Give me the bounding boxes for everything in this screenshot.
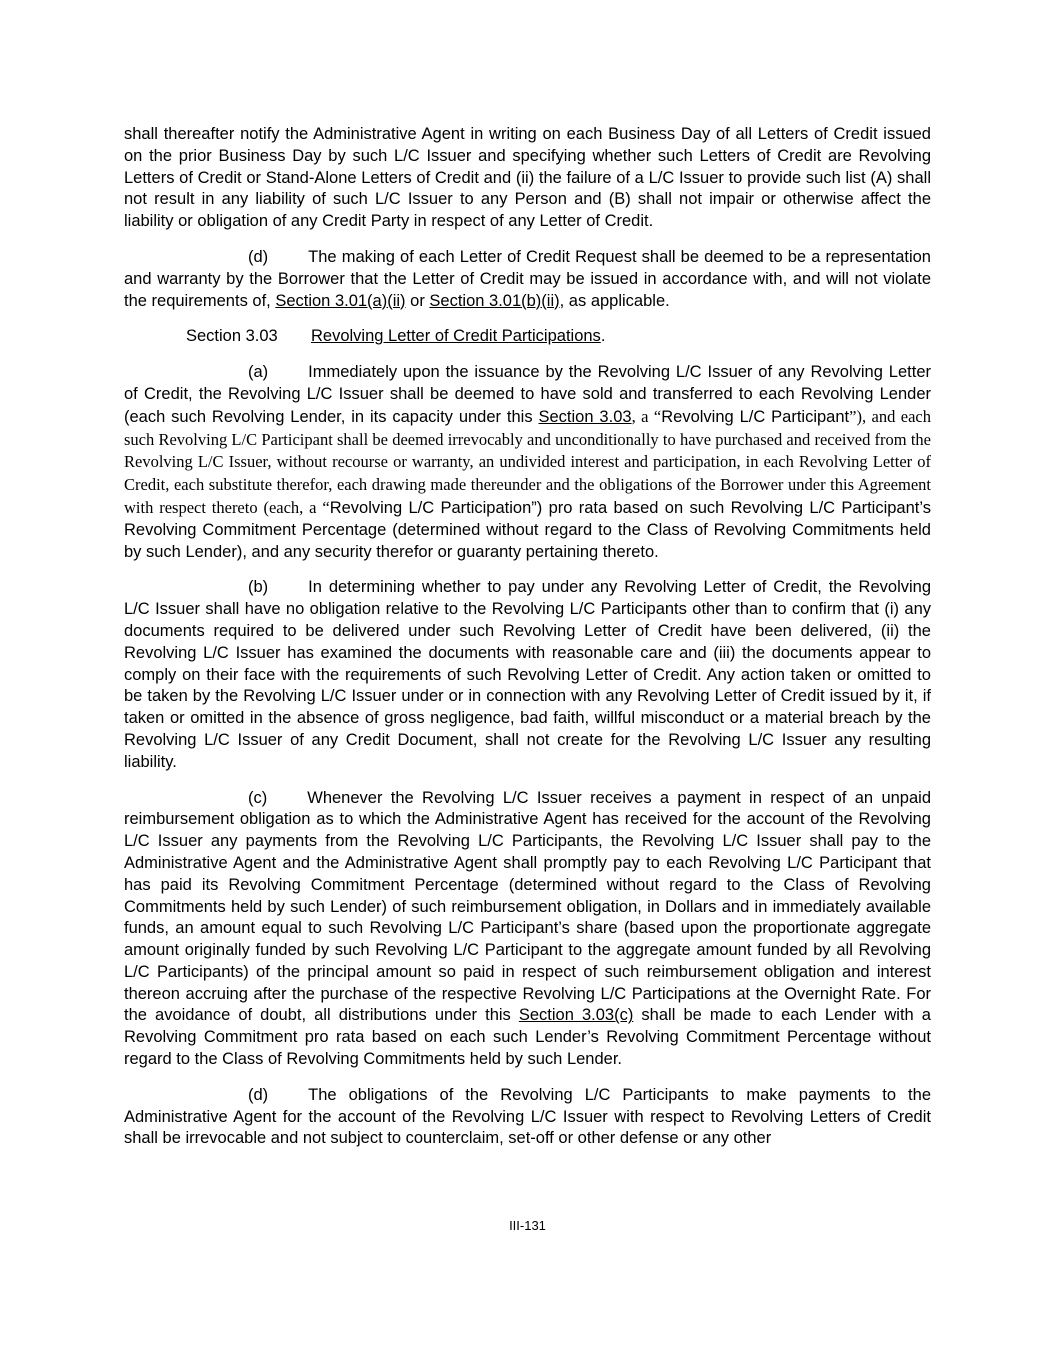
section-title: Revolving Letter of Credit Participations xyxy=(311,327,601,346)
section-title-period: . xyxy=(600,327,606,346)
section-heading xyxy=(124,326,931,348)
defined-term: Revolving L/C Participant xyxy=(661,407,850,426)
paragraph-text: In determining whether to pay under any Revolving Letter of Credit, the Revolving L/C Issuer shall have no obligation relative to the Revolving L/C Participants other than to confirm that (i) any documents required to be delivered under such Revolving Letter of Credit have been delivered, (ii) the Revolving L/C Issuer has examined the documents with reasonable care and (iii) the documents appear to comply on their face with the requirements of such Revolving Letter of Credit. Any action taken or omitted to be taken by the Revolving L/C Issuer under or in connection with any Revolving Letter of Credit issued by it, if taken or omitted in the absence of gross negligence, bad faith, willful misconduct or a material breach by the Revolving L/C Issuer of any Credit Document, shall not create for the Revolving L/C Issuer any resulting liability. xyxy=(124,578,931,771)
paragraph-b-determining-payment xyxy=(124,577,931,773)
paragraph-d-participant-obligations xyxy=(124,1085,931,1150)
defined-term: Revolving L/C Participation xyxy=(329,498,532,517)
paragraph-c-payment-distribution xyxy=(124,788,931,1071)
section-number: Section 3.03 xyxy=(186,327,278,346)
paragraph-text: Immediately upon the issuance by the Revolving L/C Issuer of any Revolving Letter of Credit, the Revolving L/C Issuer shall be deemed to have sold and transferred to each Revolving Lender (each such Revolving Lender, in its capacity under this xyxy=(124,363,931,426)
paragraph-intro-text: shall thereafter notify the Administrative Agent in writing on each Business Day of all Letters of Credit issued on the prior Business Day by such L/C Issuer and specifying whether such Letters of Credit are Revolving Letters of Credit or Stand-Alone Letters of Credit and (ii) the failure of a L/C Issuer to provide such list (A) shall not result in any liability of such L/C Issuer to any Person and (B) shall not impair or otherwise affect the liability or obligation of any Credit Party in respect of any Letter of Credit. xyxy=(124,125,931,231)
paragraph-intro xyxy=(124,124,931,233)
paragraph-text: Whenever the Revolving L/C Issuer receives a payment in respect of an unpaid reimbursement obligation as to which the Administrative Agent has received for the account of the Revolving L/C Issuer any payments from the Revolving L/C Participants, the Revolving L/C Issuer shall pay to the Administrative Agent and the Administrative Agent shall promptly pay to each Revolving L/C Participant that has paid its Revolving Commitment Percentage (determined without regard to the Class of Revolving Commitments held by such Lender) of such reimbursement obligation, in Dollars and in immediately available funds, an amount equal to such Revolving L/C Participant’s share (based upon the proportionate aggregate amount originally funded by such Revolving L/C Participant to the aggregate amount funded by all Revolving L/C Participants) of the principal amount so paid in respect of such reimbursement obligation and interest thereon accruing after the purchase of the respective Revolving L/C Participations at the Overnight Rate. For the avoidance of doubt, all distributions under this xyxy=(124,788,931,1025)
paragraph-label: (a) xyxy=(248,363,269,382)
paragraph-text: , as applicable. xyxy=(559,291,670,310)
paragraph-text: ”) pro rata based on such Revolving L/C Participant’s Revolving Commitment Percentage (determined without regard to the Class of Revolving Commitments held by such Lender), and any security therefor or guaranty pertaining thereto. xyxy=(124,498,931,561)
paragraph-label: (d) xyxy=(248,1085,269,1104)
paragraph-text: The making of each Letter of Credit Request shall be deemed to be a representation and warranty by the Borrower that the Letter of Credit may be issued in accordance with, and will not violate the requirements of, xyxy=(124,247,931,310)
paragraph-label: (b) xyxy=(248,578,269,597)
paragraph-d-letter-of-credit-request xyxy=(124,247,931,312)
document-page xyxy=(124,124,931,1164)
section-reference-3-03-c: Section 3.03(c) xyxy=(518,1006,634,1025)
paragraph-text: ”), and each such Revolving L/C Participant shall be deemed irrevocably and unconditionally to have purchased and received from the Revolving L/C Issuer, without recourse or warranty, an undivided interest and participation, in each Revolving Letter of Credit, each substitute therefor, each drawing made thereunder and the obligations of the Borrower under this Agreement with respect thereto (each, a “ xyxy=(124,406,931,517)
paragraph-label: (c) xyxy=(248,788,268,807)
paragraph-text: shall be made to each Lender with a Revolving Commitment pro rata based on each such Lender’s Revolving Commitment Percentage without regard to the Class of Revolving Commitments held by such Lender. xyxy=(124,1006,931,1069)
page-number: III-131 xyxy=(509,1218,546,1233)
section-reference-3-01-a-ii: Section 3.01(a)(ii) xyxy=(275,291,406,310)
paragraph-text: , a “ xyxy=(631,406,662,426)
section-reference-3-03: Section 3.03 xyxy=(538,407,632,426)
paragraph-label: (d) xyxy=(248,247,269,266)
paragraph-text: The obligations of the Revolving L/C Participants to make payments to the Administrative Agent for the account of the Revolving L/C Issuer with respect to Revolving Letters of Credit shall be irrevocable and not subject to counterclaim, set-off or other defense or any other xyxy=(124,1085,931,1148)
section-reference-3-01-b-ii: Section 3.01(b)(ii) xyxy=(429,291,560,310)
paragraph-a-participations xyxy=(124,362,931,563)
paragraph-text: or xyxy=(405,291,430,310)
